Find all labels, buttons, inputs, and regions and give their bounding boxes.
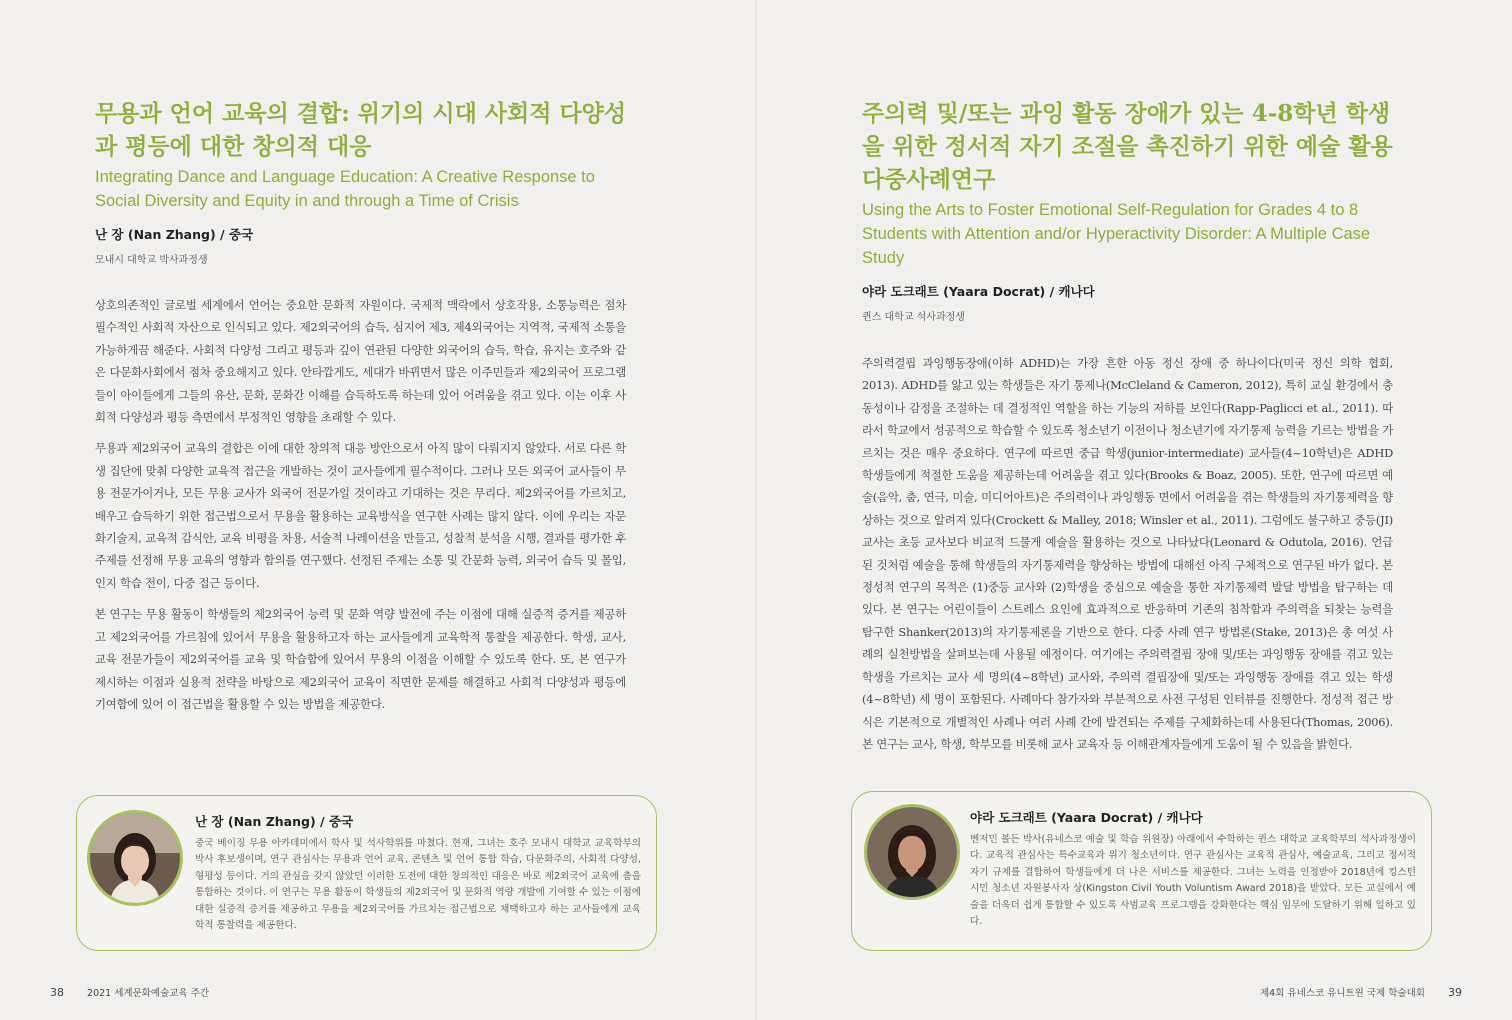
bio-text: 벤저민 볼든 박사(유네스코 예술 및 학습 위원장) 아래에서 수학하는 퀸스 대학교 교육학부의 석사과정생이다. 교육적 관심사는 특수교육과 위기 청소년이다. 연구 관심사는 교육적 관심사, 예술교육, 그리고 정서적 자기 규제를 결합하여 학생들에게 더 나은 서비스를 제공한다. 그녀는 노력을 인정받아 2018년에 킹스턴 시민 청소년 자원봉사자 상(Kingston Civil Youth Voluntism Award 2018)을 받았다. 모든 교실에서 예술을 더욱더 쉽게 통합할 수 있도록 사범교육 프로그램을 강화한다는 핵심 임무에 도달하기 위해 일하고 있다. <box>970 834 1416 928</box>
article-title-korean: 주의력 및/또는 과잉 활동 장애가 있는 4-8학년 학생을 위한 정서적 자기 조절을 촉진하기 위한 예술 활용 다중사례연구 <box>862 100 1393 193</box>
avatar-portrait-icon <box>867 807 957 897</box>
footer-right <box>1260 985 1462 999</box>
bio-text: 중국 베이징 무용 아카데미에서 학사 및 석사학위를 마쳤다. 현재, 그녀는 호주 모내시 대학교 교육학부의 박사 후보생이며, 연구 관심사는 무용과 언어 교육, 콘텐츠 및 언어 통합 학습, 다문화주의, 사회적 다양성, 형평성 등이다. 거의 관심을 갖지 않았던 이러한 도전에 대한 창의적인 대응은 바로 제2외국어 교육에 춤을 통합하는 것이다. 이 연구는 무용 활동이 학생들의 제2외국어 및 문화적 역량 개발에 기여할 수 있는 이점에 대한 실증적 증거를 제공하고 무용을 제2외국어를 가르치는 접근법으로 채택하고자 하는 교사들에게 교육학적 통찰력을 제공한다. <box>195 838 641 932</box>
footer-left <box>50 985 209 999</box>
page-number: 38 <box>50 986 64 999</box>
avatar-portrait-icon <box>90 813 180 903</box>
article-title-english: Using the Arts to Foster Emotional Self-Regulation for Grades 4 to 8 Students with Attention and/or Hyperactivity Disorder: A Multiple Case Study <box>862 201 1371 267</box>
author-affiliation: 퀸스 대학교 석사과정생 <box>862 312 965 323</box>
author-affiliation: 모내시 대학교 박사과정생 <box>95 255 208 266</box>
right-page <box>756 0 1512 1020</box>
footer-label: 제4회 유네스코 유니트윈 국제 학술대회 <box>1260 988 1425 999</box>
body-paragraph: 본 연구는 무용 활동이 학생들의 제2외국어 능력 및 문화 역량 발전에 주는 이점에 대해 실증적 증거를 제공하고 제2외국어를 가르침에 있어서 무용을 활용하고자 하는 교사들에게 교육학적 통찰을 제공한다. 학생, 교사, 교육 전문가들이 제2외국어를 교육 및 학습함에 있어서 무용의 이점을 이해할 수 있도록 한다. 또, 본 연구가 제시하는 이점과 실용적 전략을 바탕으로 제2외국어 교육이 직면한 문제를 해결하고 사회적 다양성과 평등에 기여함에 있어 이 접근법을 활용할 수 있는 방법을 제공한다. <box>95 607 626 711</box>
page-number: 39 <box>1448 986 1462 999</box>
author-name: 난 장 (Nan Zhang) / 중국 <box>95 227 254 242</box>
bio-author-name: 야라 도크래트 (Yaara Docrat) / 캐나다 <box>970 810 1203 825</box>
footer-label: 2021 세계문화예술교육 주간 <box>87 988 210 999</box>
body-paragraph: 상호의존적인 글로벌 세계에서 언어는 중요한 문화적 자원이다. 국제적 맥락에서 상호작용, 소통능력은 점차 필수적인 사회적 자산으로 인식되고 있다. 제2외국어의 습득, 심지어 제3, 제4외국어는 지역적, 국제적 소통을 가능하게끔 해준다. 사회적 다양성 그리고 평등과 깊이 연관된 다양한 외국어의 습득, 학습, 유지는 호주와 같은 다문화사회에서 점차 중요해지고 있다. 안타깝게도, 세대가 바뀌면서 많은 이주민들과 제2외국어 프로그램들이 아이들에게 그들의 유산, 문화, 문화간 이해를 습득하도록 하는데 있어 어려움을 겪고 있다. 이는 이후 사회적 다양성과 평등 측면에서 부정적인 영향을 초래할 수 있다. <box>95 298 626 425</box>
body-paragraph: 주의력결핍 과잉행동장애(이하 ADHD)는 가장 흔한 아동 정신 장애 중 하나이다(미국 정신 의학 협회, 2013). ADHD를 앓고 있는 학생들은 자기 통제나(McCleland & Cameron, 2012), 특히 교실 환경에서 충동성이나 감정을 조절하는 데 결정적인 역할을 하는 기능의 저하를 보인다(Rapp-Paglicci et al., 2011). 따라서 학교에서 성공적으로 학습할 수 있도록 청소년기 이전이나 청소년기에 자기통제 능력을 기르는 방법을 가르치는 것은 매우 중요하다. 연구에 따르면 중급 학생(junior-intermediate) 교사들(4~10학년)은 ADHD 학생들에게 적절한 도움을 제공하는데 어려움을 겪고 있다(Brooks & Boaz, 2005). 또한, 연구에 따르면 예술(음악, 춤, 연극, 미술, 미디어아트)은 주의력이나 과잉행동 면에서 어려움을 겪는 학생들의 자기통제력을 향상하는 것으로 알려져 있다(Crockett & Malley, 2018; Winsler et al., 2011). 그럼에도 불구하고 중등(JI) 교사는 초등 교사보다 비교적 드물게 예술을 활용하는 것으로 나타났다(Leonard & Odutola, 2016). 언급된 것처럼 예술을 통해 학생들의 자기통제력을 향상하는 방법에 대해선 아직 구체적으로 연구된 바가 없다. 본 정성적 연구의 목적은 (1)중등 교사와 (2)학생을 중심으로 예술을 통한 자기통제력 발달 방법을 탐구하는 데 있다. 본 연구는 어린이들이 스트레스 요인에 효과적으로 반응하며 기존의 침착함과 주의력을 되찾는 능력을 탐구한 Shanker(2013)의 자기통제론을 기반으로 한다. 다중 사례 연구 방법론(Stake, 2013)은 총 여섯 사례의 실천방법을 살펴보는데 사용될 예정이다. 여기에는 주의력결핍 장애 및/또는 과잉행동 장애를 겪고 있는 학생을 가르치는 교사 세 명의(4~8학년) 교사와, 주의력 결핍장애 및/또는 과잉행동 장애를 겪고 있는 학생(4~8학년) 세 명이 포함된다. 사례마다 참가자와 부분적으로 사전 구성된 인터뷰를 진행한다. 정성적 접근 방식은 기본적으로 개별적인 사례나 여러 사례 간에 발견되는 주제를 구체화하는데 사용된다(Thomas, 2006). 본 연구는 교사, 학생, 학부모를 비롯해 교사 교육자 등 이해관계자들에게 도움이 될 수 있음을 밝힌다. <box>862 356 1393 751</box>
article-title-english: Integrating Dance and Language Education: A Creative Response to Social Diversity and Equity in and through a Time of Crisis <box>95 168 595 210</box>
author-bio-box <box>851 791 1432 951</box>
article-header-right <box>862 97 1402 323</box>
author-photo <box>87 810 183 906</box>
article-title-korean: 무용과 언어 교육의 결합: 위기의 시대 사회적 다양성과 평등에 대한 창의적 대응 <box>95 100 627 160</box>
bio-author-name: 난 장 (Nan Zhang) / 중국 <box>195 814 354 829</box>
article-body-right <box>862 352 1393 764</box>
author-name: 야라 도크래트 (Yaara Docrat) / 캐나다 <box>862 284 1095 299</box>
author-bio-box <box>76 795 657 951</box>
article-body-left <box>95 294 626 724</box>
article-header-left <box>95 97 635 266</box>
body-paragraph: 무용과 제2외국어 교육의 결합은 이에 대한 창의적 대응 방안으로서 아직 많이 다뤄지지 않았다. 서로 다른 학생 집단에 맞춰 다양한 교육적 접근을 개발하는 것이 교사들에게 필수적이다. 그러나 모든 외국어 교사들이 무용 전문가이거나, 모든 무용 교사가 외국어 전문가일 것이라고 기대하는 것은 무리다. 제2외국어를 가르치고, 배우고 습득하기 위한 접근법으로서 무용을 활용하는 교육방식을 연구한 사례는 많지 않다. 이에 우리는 자문화기술지, 교육적 감식안, 교육 비평을 차용, 서술적 나레이션을 만들고, 성찰적 분석을 시행, 결과를 평가한 후 주제를 선정해 무용 교육의 영향과 함의를 연구했다. 선정된 주제는 소통 및 간문화 능력, 외국어 습득 및 몰입, 인지 학습 전이, 다중 접근 등이다. <box>95 441 626 590</box>
author-photo <box>864 804 960 900</box>
